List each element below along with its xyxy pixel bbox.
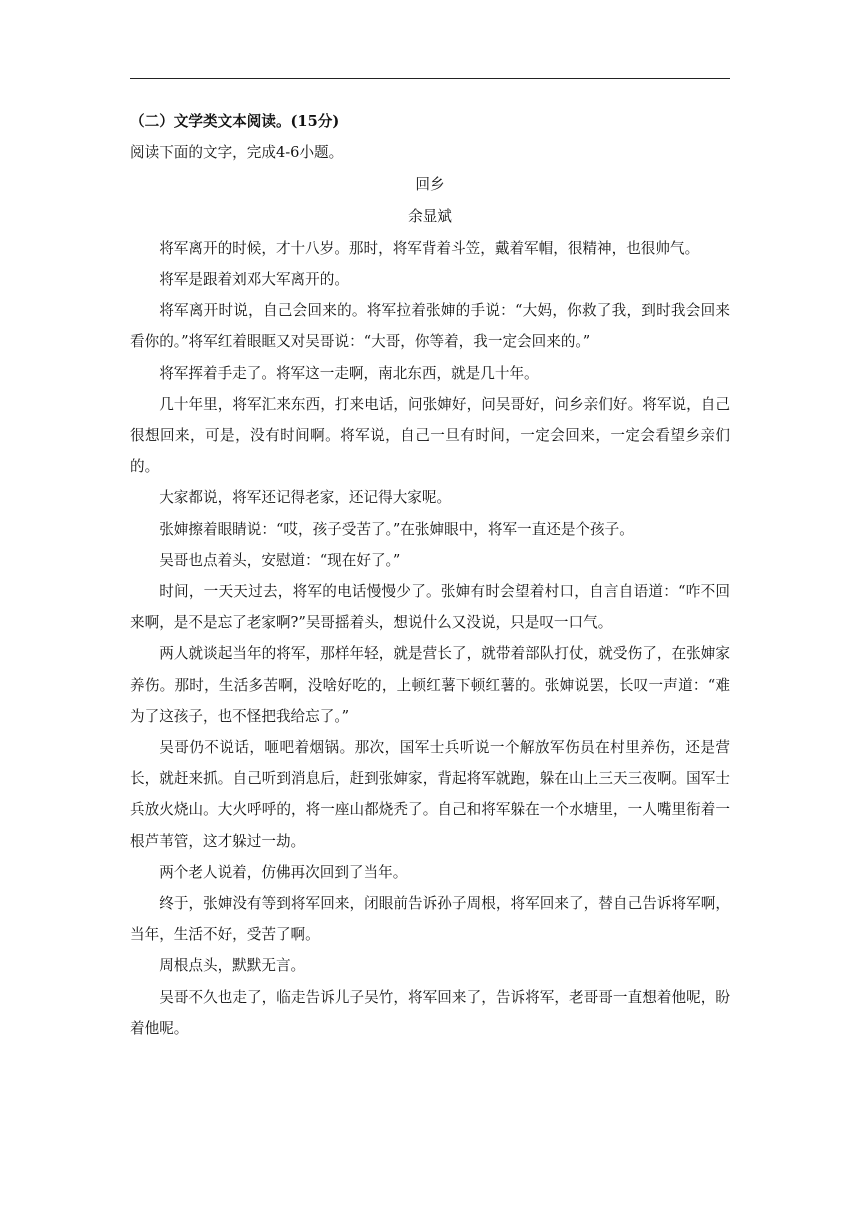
story-title: 回乡 xyxy=(415,176,445,194)
paragraph: 将军挥着手走了。将军这一走啊，南北东西，就是几十年。 xyxy=(159,364,539,382)
paragraph: 将军离开时说，自己会回来的。将军拉着张婶的手说：“大妈，你救了我，到时我会回来看你的。”将军红着眼眶又对吴哥说：“大哥，你等着，我一定会回来的。” xyxy=(130,302,730,351)
reading-instruction: 阅读下面的文字，完成4-6小题。 xyxy=(130,144,344,162)
story-author: 余显斌 xyxy=(408,207,452,225)
paragraph: 吴哥不久也走了，临走告诉儿子吴竹，将军回来了，告诉将军，老哥哥一直想着他呢，盼着他呢。 xyxy=(130,988,730,1037)
paragraph: 时间，一天天过去，将军的电话慢慢少了。张婶有时会望着村口，自言自语道：“咋不回来啊，是不是忘了老家啊?”吴哥摇着头，想说什么又没说，只是叹一口气。 xyxy=(130,582,730,632)
paragraph: 将军离开的时候，才十八岁。那时，将军背着斗笠，戴着军帽，很精神，也很帅气。 xyxy=(159,239,700,257)
story-text xyxy=(130,233,730,1044)
paragraph: 吴哥也点着头，安慰道：“现在好了。” xyxy=(159,551,401,569)
document-body xyxy=(130,106,730,1044)
paragraph: 两人就谈起当年的将军，那样年轻，就是营长了，就带着部队打仗，就受伤了，在张婶家养伤。那时，生活多苦啊，没啥好吃的，上顿红薯下顿红薯的。张婶说罢，长叹一声道：“难为了这孩子，也不怪把我给忘了。” xyxy=(130,645,730,725)
header-rule xyxy=(130,78,730,79)
paragraph: 张婶擦着眼睛说：“哎，孩子受苦了。”在张婶眼中，将军一直还是个孩子。 xyxy=(159,520,634,538)
paragraph: 大家都说，将军还记得老家，还记得大家呢。 xyxy=(159,489,452,507)
paragraph: 终于，张婶没有等到将军回来，闭眼前告诉孙子周根，将军回来了，替自己告诉将军啊，当年，生活不好，受苦了啊。 xyxy=(130,895,730,944)
paragraph: 两个老人说着，仿佛再次回到了当年。 xyxy=(159,863,408,881)
paragraph: 几十年里，将军汇来东西，打来电话，问张婶好，问吴哥好，问乡亲们好。将军说，自己很想回来，可是，没有时间啊。将军说，自己一旦有时间，一定会回来，一定会看望乡亲们的。 xyxy=(130,395,730,476)
paragraph: 将军是跟着刘邓大军离开的。 xyxy=(159,270,349,288)
paragraph: 吴哥仍不说话，咂吧着烟锅。那次，国军士兵听说一个解放军伤员在村里养伤，还是营长，就赶来抓。自己听到消息后，赶到张婶家，背起将军就跑，躲在山上三天三夜啊。国军士兵放火烧山。大火呼呼的，将一座山都烧秃了。自己和将军躲在一个水塘里，一人嘴里衔着一根芦苇管，这才躲过一劫。 xyxy=(130,739,730,850)
section-heading: （二）文学类文本阅读。(15分) xyxy=(130,113,340,130)
paragraph: 周根点头，默默无言。 xyxy=(159,957,306,975)
